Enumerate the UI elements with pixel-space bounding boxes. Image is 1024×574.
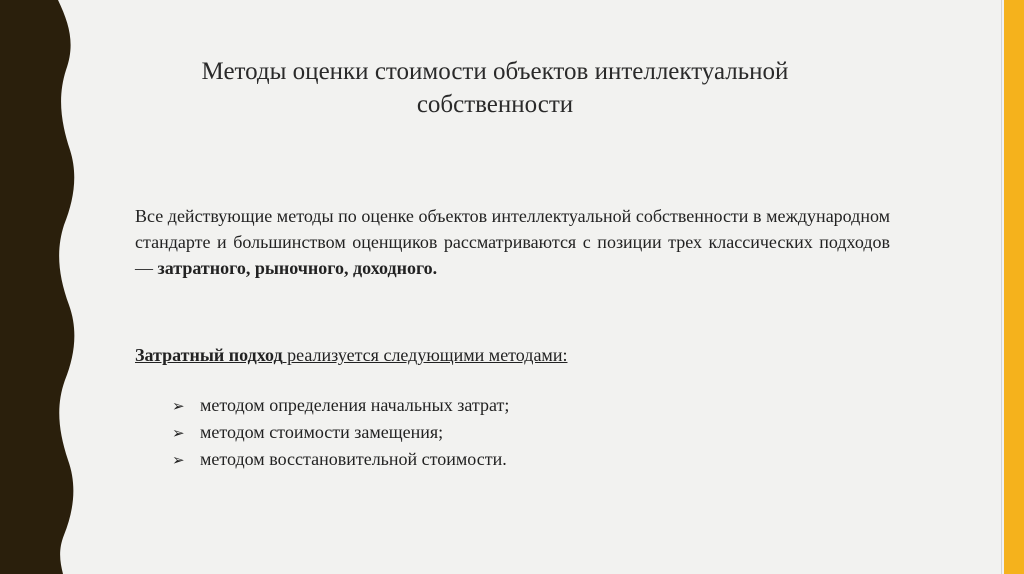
- list-item: [172, 419, 509, 446]
- intro-emphasis: затратного, рыночного, доходного.: [157, 258, 438, 278]
- method-list: [172, 392, 509, 473]
- method-text: методом стоимости замещения;: [200, 422, 444, 442]
- accent-bar: [1004, 0, 1024, 574]
- list-item: [172, 392, 509, 419]
- intro-paragraph: [135, 203, 890, 281]
- arrow-bullet-icon: ➢: [172, 451, 185, 469]
- approach-heading: [135, 342, 567, 368]
- intro-text: Все действующие методы по оценке объектов интеллектуальной собственности в международном стандарте и большинством оценщиков рассматриваются с позиции трех классических подходов —: [135, 206, 890, 278]
- wavy-left-band: [0, 0, 90, 574]
- arrow-bullet-icon: ➢: [172, 424, 185, 442]
- arrow-bullet-icon: ➢: [172, 397, 185, 415]
- list-item: [172, 446, 509, 473]
- right-divider: [1001, 0, 1002, 574]
- method-text: методом восстановительной стоимости.: [200, 449, 507, 469]
- wavy-left-band-shape: [0, 0, 74, 574]
- approach-name: Затратный подход: [135, 345, 283, 365]
- method-text: методом определения начальных затрат;: [200, 395, 510, 415]
- approach-rest: реализуется следующими методами:: [282, 345, 568, 365]
- slide-title: Методы оценки стоимости объектов интеллектуальной собственности: [201, 58, 789, 118]
